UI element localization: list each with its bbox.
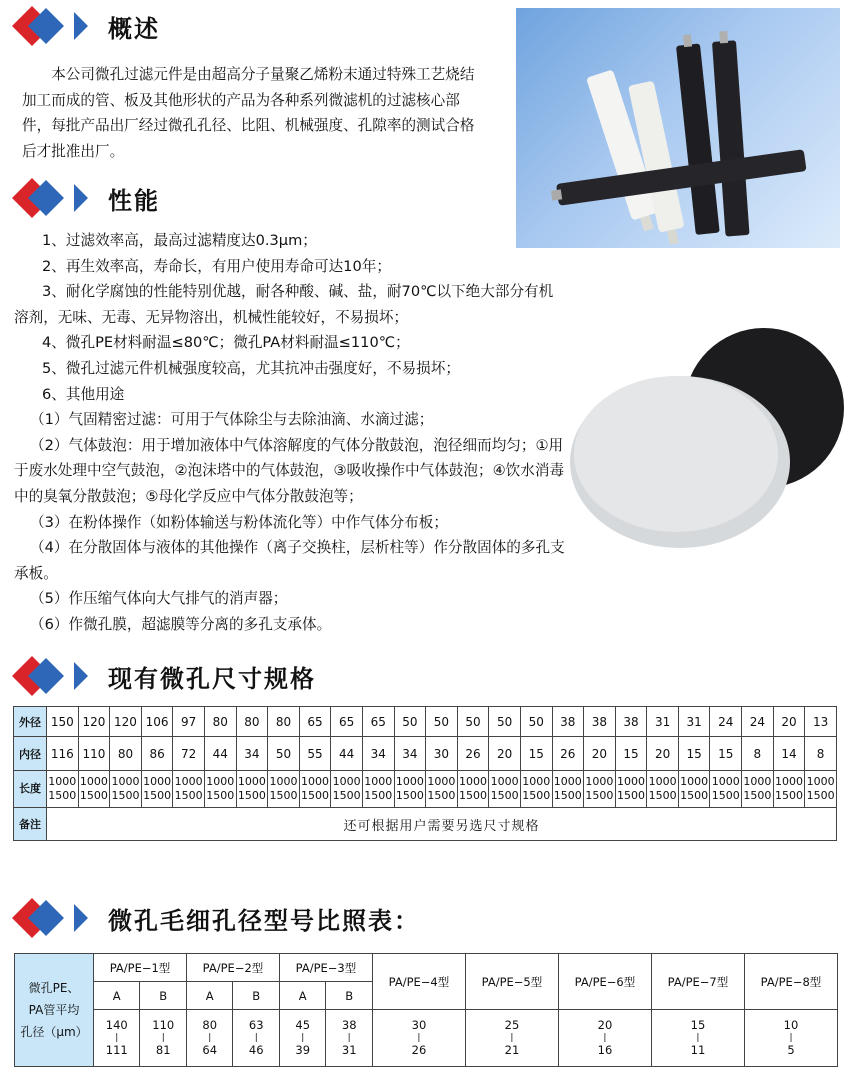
outer-cell: 65 [362,707,394,737]
pore-value-cell: 10 | 5 [744,1010,837,1067]
inner-cell: 8 [805,737,837,771]
length-cell: 1000 1500 [268,771,300,808]
pore-value-cell: 140 | 111 [94,1010,140,1067]
outer-cell: 38 [584,707,616,737]
length-cell: 1000 1500 [362,771,394,808]
row-header: 备注 [14,808,47,841]
model-header: PA/PE−7型 [651,954,744,1010]
inner-cell: 80 [110,737,142,771]
length-cell: 1000 1500 [457,771,489,808]
length-cell: 1000 1500 [742,771,774,808]
performance-item: 5、微孔过滤元件机械强度较高，尤其抗冲击强度好，不易损坏； [42,359,460,377]
diamond-logo-icon [12,176,98,220]
outer-cell: 97 [173,707,205,737]
inner-cell: 72 [173,737,205,771]
inner-cell: 20 [647,737,679,771]
pore-comparison-table [14,953,838,1067]
inner-cell: 34 [236,737,268,771]
model-sub-header: B [233,982,280,1010]
inner-cell: 44 [331,737,363,771]
inner-cell: 14 [773,737,805,771]
diamond-logo-icon [12,896,98,940]
table-row [14,808,837,841]
table-row [15,1010,838,1067]
section-title: 现有微孔尺寸规格 [108,664,316,693]
length-cell: 1000 1500 [805,771,837,808]
inner-cell: 15 [678,737,710,771]
section-title: 性能 [108,186,160,215]
outer-cell: 50 [457,707,489,737]
pore-value-cell: 38 | 31 [326,1010,373,1067]
model-header: PA/PE−4型 [372,954,465,1010]
length-cell: 1000 1500 [710,771,742,808]
product-photo-rods [516,8,840,248]
performance-item: 1、过滤效率高，最高过滤精度达0.3μm； [42,232,317,249]
outer-cell: 31 [647,707,679,737]
outer-cell: 13 [805,707,837,737]
length-cell: 1000 1500 [584,771,616,808]
model-sub-header: A [279,982,325,1010]
model-sub-header: A [186,982,232,1010]
model-header: PA/PE−5型 [465,954,558,1010]
inner-cell: 20 [584,737,616,771]
outer-cell: 24 [710,707,742,737]
outer-cell: 20 [773,707,805,737]
inner-cell: 116 [47,737,79,771]
outer-cell: 50 [520,707,552,737]
length-cell: 1000 1500 [204,771,236,808]
inner-cell: 26 [457,737,489,771]
inner-cell: 15 [520,737,552,771]
length-cell: 1000 1500 [678,771,710,808]
length-cell: 1000 1500 [47,771,79,808]
performance-item: （3）在粉体操作（如粉体输送与粉体流化等）中作气体分布板； [30,513,448,531]
outer-cell: 120 [110,707,142,737]
outer-cell: 106 [141,707,173,737]
inner-cell: 15 [615,737,647,771]
outer-cell: 65 [299,707,331,737]
diamond-logo-icon [12,654,98,698]
length-cell: 1000 1500 [773,771,805,808]
pore-value-cell: 15 | 11 [651,1010,744,1067]
performance-item: （1）气固精密过滤：可用于气体除尘与去除油滴、水滴过滤； [30,411,434,429]
length-cell: 1000 1500 [647,771,679,808]
model-group-header: PA/PE−1型 [94,954,187,982]
pore-value-cell: 20 | 16 [558,1010,651,1067]
length-cell: 1000 1500 [110,771,142,808]
model-group-header: PA/PE−3型 [279,954,372,982]
inner-cell: 15 [710,737,742,771]
inner-cell: 26 [552,737,584,771]
performance-item: 4、微孔PE材料耐温≤80℃；微孔PA材料耐温≤110℃； [42,334,410,352]
outer-cell: 50 [489,707,521,737]
outer-cell: 24 [742,707,774,737]
overview-heading [12,4,160,48]
outer-cell: 150 [47,707,79,737]
outer-cell: 80 [204,707,236,737]
inner-cell: 44 [204,737,236,771]
outer-cell: 80 [236,707,268,737]
outer-cell: 80 [268,707,300,737]
row-header: 内径 [14,737,47,771]
note-cell: 还可根据用户需要另选尺寸规格 [47,808,837,841]
performance-item: 2、再生效率高，寿命长，有用户使用寿命可达10年； [42,257,391,275]
length-cell: 1000 1500 [236,771,268,808]
inner-cell: 34 [362,737,394,771]
pore-value-cell: 63 | 46 [233,1010,280,1067]
sizes-heading [12,654,316,698]
performance-item: （5）作压缩气体向大气排气的消声器； [30,590,288,608]
table-row [14,771,837,808]
section-title: 微孔毛细孔径型号比照表： [108,906,420,935]
performance-item: （2）气体鼓泡：用于增加液体中气体溶解度的气体分散鼓泡，泡径细而均匀；①用于废水处理中空气鼓泡，②泡沫塔中的气体鼓泡，③吸收操作中气体鼓泡；④饮水消毒中的臭氧分散鼓泡；⑤母化学反应中气体分散鼓泡等； [14,436,565,505]
length-cell: 1000 1500 [489,771,521,808]
inner-cell: 50 [268,737,300,771]
row-header: 外径 [14,707,47,737]
size-spec-table [13,706,837,841]
length-cell: 1000 1500 [615,771,647,808]
outer-cell: 38 [615,707,647,737]
length-cell: 1000 1500 [78,771,110,808]
pore-value-cell: 45 | 39 [279,1010,325,1067]
length-cell: 1000 1500 [299,771,331,808]
table-row [15,954,838,982]
length-cell: 1000 1500 [426,771,458,808]
length-cell: 1000 1500 [173,771,205,808]
outer-cell: 38 [552,707,584,737]
performance-heading [12,176,160,220]
performance-item: 3、耐化学腐蚀的性能特别优越，耐各种酸、碱、盐，耐70℃以下绝大部分有机溶剂，无味、无毒、无异物溶出，机械性能较好，不易损坏； [14,283,554,326]
diamond-logo-icon [12,4,98,48]
model-header: PA/PE−6型 [558,954,651,1010]
length-cell: 1000 1500 [141,771,173,808]
inner-cell: 20 [489,737,521,771]
row-header: 微孔PE、 PA管平均 孔径（μm） [15,954,94,1067]
pore-value-cell: 30 | 26 [372,1010,465,1067]
performance-item: （4）在分散固体与液体的其他操作（离子交换柱，层析柱等）作分散固体的多孔支承板。 [14,539,565,582]
performance-item: 6、其他用途 [42,385,125,403]
outer-cell: 120 [78,707,110,737]
model-sub-header: B [140,982,187,1010]
model-sub-header: B [326,982,373,1010]
performance-list [14,228,566,638]
product-photo-discs [568,326,844,548]
length-cell: 1000 1500 [394,771,426,808]
model-header: PA/PE−8型 [744,954,837,1010]
comparison-heading [12,896,420,940]
model-group-header: PA/PE−2型 [186,954,279,982]
pore-value-cell: 25 | 21 [465,1010,558,1067]
length-cell: 1000 1500 [520,771,552,808]
inner-cell: 8 [742,737,774,771]
row-header: 长度 [14,771,47,808]
outer-cell: 31 [678,707,710,737]
table-row [14,737,837,771]
inner-cell: 86 [141,737,173,771]
section-title: 概述 [108,14,160,43]
pore-value-cell: 110 | 81 [140,1010,187,1067]
length-cell: 1000 1500 [331,771,363,808]
inner-cell: 110 [78,737,110,771]
inner-cell: 30 [426,737,458,771]
length-cell: 1000 1500 [552,771,584,808]
outer-cell: 65 [331,707,363,737]
pore-value-cell: 80 | 64 [186,1010,232,1067]
table-row [14,707,837,737]
inner-cell: 34 [394,737,426,771]
outer-cell: 50 [394,707,426,737]
performance-item: （6）作微孔膜，超滤膜等分离的多孔支承体。 [30,615,332,633]
model-sub-header: A [94,982,140,1010]
inner-cell: 55 [299,737,331,771]
overview-paragraph: 本公司微孔过滤元件是由超高分子量聚乙烯粉末通过特殊工艺烧结加工而成的管、板及其他形状的产品为各种系列微滤机的过滤核心部件，每批产品出厂经过微孔孔径、比阻、机械强度、孔隙率的测试合格后才批准出厂。 [22,66,475,160]
outer-cell: 50 [426,707,458,737]
